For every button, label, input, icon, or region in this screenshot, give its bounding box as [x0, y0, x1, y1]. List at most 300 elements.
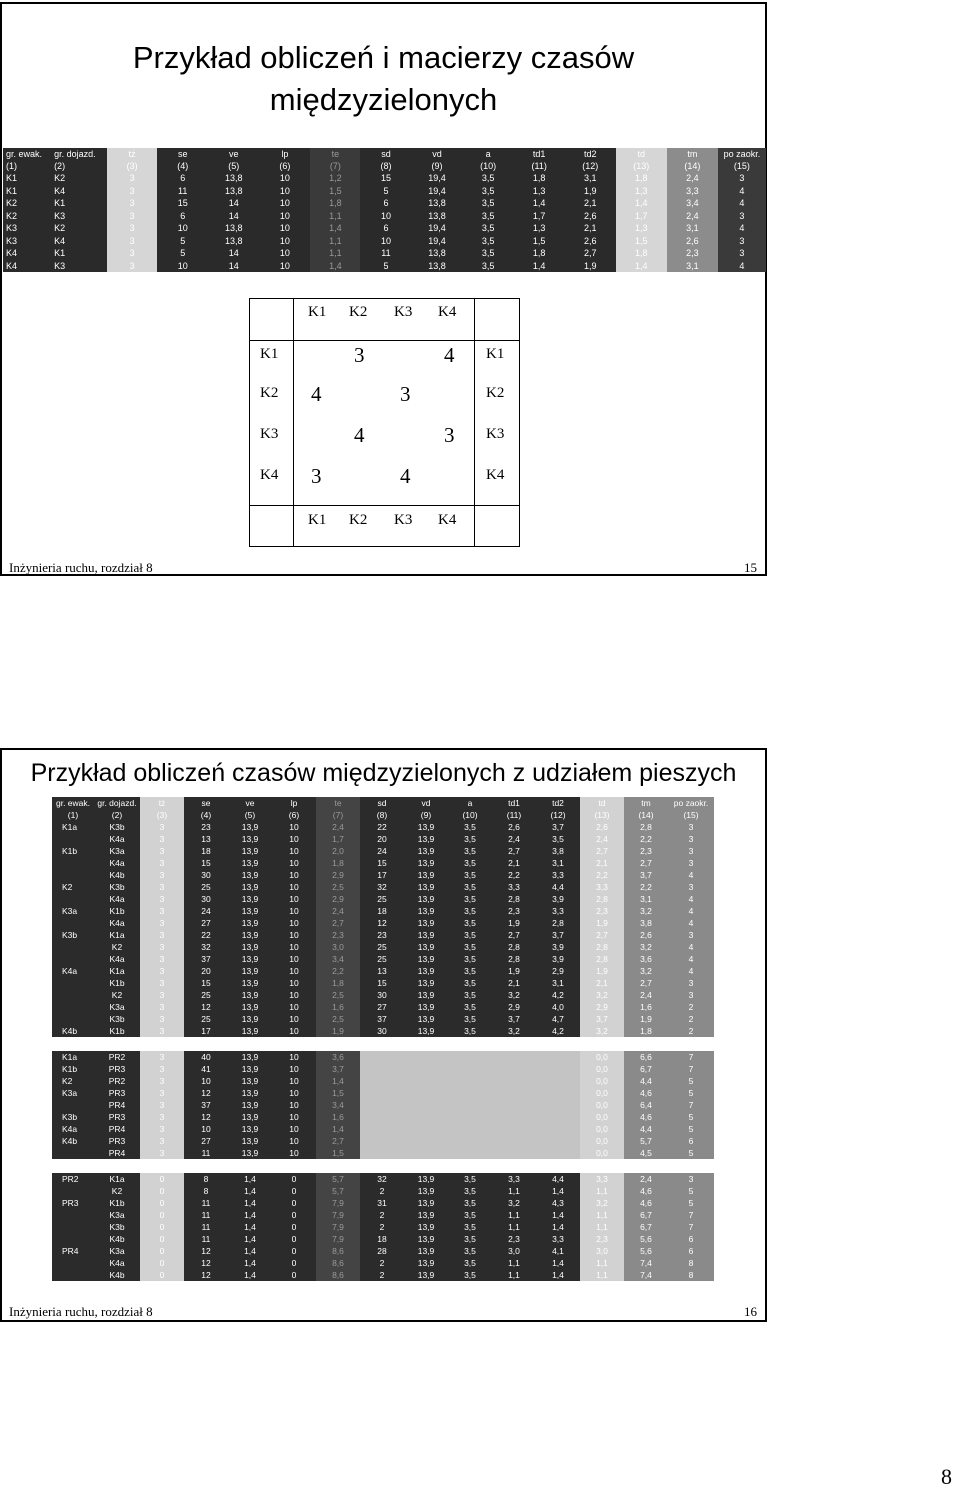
gap-cell	[580, 1159, 624, 1173]
table-cell: 4	[668, 953, 714, 965]
table-cell: 2,2	[580, 869, 624, 881]
table-cell: K4a	[94, 893, 140, 905]
table-cell: 1,1	[580, 1221, 624, 1233]
table-cell: 13,9	[404, 989, 448, 1001]
table-cell: 1,4	[316, 1123, 360, 1135]
table-cell: K3b	[94, 1013, 140, 1025]
table-cell: 3,9	[536, 893, 580, 905]
table-cell: 10	[272, 857, 316, 869]
table-cell: 1,4	[514, 197, 565, 210]
table-cell: 13,9	[228, 1123, 272, 1135]
table-row	[52, 1173, 714, 1185]
table-cell: 13,9	[404, 977, 448, 989]
table-cell: 15	[184, 977, 228, 989]
empty-cell	[448, 1051, 492, 1063]
gap-cell	[228, 1037, 272, 1051]
table-cell: K3a	[94, 845, 140, 857]
gap-cell	[404, 1159, 448, 1173]
table-cell: 3,4	[316, 953, 360, 965]
table-row	[52, 1135, 714, 1147]
table-cell: 8,6	[316, 1257, 360, 1269]
table-cell: 4,3	[536, 1197, 580, 1209]
table-cell: 11	[157, 185, 208, 198]
table-cell: 7	[668, 1221, 714, 1233]
table-cell: K1	[51, 197, 107, 210]
table-cell: 13,9	[404, 929, 448, 941]
table-cell: K3b	[52, 929, 94, 941]
table-cell: 14	[208, 197, 259, 210]
table-cell: 13,9	[404, 1233, 448, 1245]
table-cell: 3	[140, 1001, 184, 1013]
gap-cell	[316, 1159, 360, 1173]
table-row	[3, 235, 766, 248]
table-cell: 18	[184, 845, 228, 857]
table-cell: 7,9	[316, 1209, 360, 1221]
table-cell: 12	[184, 1111, 228, 1123]
table-cell: 0	[140, 1269, 184, 1281]
matrix-col-label-bottom: K3	[394, 512, 413, 528]
table-cell: 13,9	[228, 1025, 272, 1037]
table-cell: 3	[107, 235, 157, 248]
table-cell: 10	[272, 821, 316, 833]
table-cell: 14	[208, 247, 259, 260]
table-cell: K4a	[94, 833, 140, 845]
table-cell: 3,1	[667, 260, 718, 273]
table-cell: 2,6	[565, 235, 616, 248]
matrix-col-label-top: K1	[308, 304, 327, 320]
table-cell: 10	[272, 1025, 316, 1037]
table-cell: 31	[360, 1197, 404, 1209]
table-cell: 13,9	[404, 1221, 448, 1233]
table-cell: 10	[272, 953, 316, 965]
table-cell: 30	[184, 869, 228, 881]
table-cell: K3a	[94, 1209, 140, 1221]
table-row	[52, 1001, 714, 1013]
table-cell: 2,8	[580, 893, 624, 905]
table-cell: 10	[272, 1135, 316, 1147]
table-cell: 3	[140, 1063, 184, 1075]
table-cell: K4	[3, 260, 51, 273]
table-cell: 23	[184, 821, 228, 833]
table-cell	[52, 1209, 94, 1221]
table-cell: 1,1	[492, 1185, 536, 1197]
table-cell: 12	[184, 1257, 228, 1269]
column-number: (13)	[580, 809, 624, 821]
empty-cell	[404, 1135, 448, 1147]
table-cell: K2	[3, 210, 51, 223]
empty-cell	[536, 1075, 580, 1087]
table-cell: 2,1	[565, 197, 616, 210]
gap-cell	[140, 1159, 184, 1173]
table-cell: K1a	[94, 929, 140, 941]
table-cell: 3,6	[316, 1051, 360, 1063]
table-cell: 5	[668, 1123, 714, 1135]
table-cell: 23	[360, 929, 404, 941]
empty-cell	[404, 1063, 448, 1075]
table-row	[52, 1111, 714, 1123]
table-cell: 3,5	[448, 917, 492, 929]
table-cell: 13,9	[228, 1111, 272, 1123]
column-header: vd	[404, 797, 448, 809]
table-cell: 10	[272, 1123, 316, 1135]
table-cell: 3,3	[667, 185, 718, 198]
column-header: td1	[514, 148, 565, 160]
table-row	[52, 857, 714, 869]
table-cell: 0	[272, 1245, 316, 1257]
matrix-value: 3	[400, 382, 411, 406]
gap-cell	[536, 1159, 580, 1173]
table-cell: 1,8	[514, 247, 565, 260]
table-cell: 4,6	[624, 1111, 668, 1123]
column-number: (14)	[667, 160, 718, 172]
table-cell: 1,4	[536, 1269, 580, 1281]
table-row	[52, 905, 714, 917]
table-cell: 3	[140, 869, 184, 881]
table-cell: 10	[272, 1001, 316, 1013]
table-cell: 2	[668, 1025, 714, 1037]
table-cell: 3	[140, 1135, 184, 1147]
table-cell: 3,5	[448, 821, 492, 833]
table-cell: K4	[3, 247, 51, 260]
table-cell: K1b	[94, 905, 140, 917]
table-cell: 0,0	[580, 1087, 624, 1099]
table-cell: 10	[259, 210, 310, 223]
table-cell: K2	[94, 941, 140, 953]
table-cell: 27	[184, 1135, 228, 1147]
table-cell: K1a	[94, 965, 140, 977]
table-cell: 1,8	[624, 1025, 668, 1037]
table-cell: 19,4	[412, 185, 463, 198]
matrix-value: 4	[444, 343, 455, 367]
table-cell: PR3	[94, 1111, 140, 1123]
table-cell: 2,1	[580, 857, 624, 869]
table-cell: 4,4	[624, 1123, 668, 1135]
table-cell: 13,8	[208, 235, 259, 248]
table-cell: 3	[140, 917, 184, 929]
table-cell: 17	[184, 1025, 228, 1037]
table-cell: 4	[668, 905, 714, 917]
table-cell: 7,4	[624, 1269, 668, 1281]
table-cell: 13,9	[404, 917, 448, 929]
gap-cell	[140, 1037, 184, 1051]
table-cell: 0,0	[580, 1099, 624, 1111]
table-cell: 2,1	[492, 977, 536, 989]
table-cell: 2,7	[580, 845, 624, 857]
table-cell: 1,3	[514, 222, 565, 235]
table-cell: 0	[272, 1221, 316, 1233]
table-cell: 4,4	[624, 1075, 668, 1087]
table-cell: 0	[272, 1173, 316, 1185]
table-cell: 1,4	[228, 1269, 272, 1281]
table-cell: 11	[184, 1209, 228, 1221]
table-cell: 1,1	[310, 247, 360, 260]
table-cell: 1,4	[228, 1197, 272, 1209]
table-cell: K3a	[94, 1001, 140, 1013]
table-cell: 1,6	[316, 1001, 360, 1013]
table-cell: 3,3	[580, 881, 624, 893]
table-cell: 1,4	[228, 1173, 272, 1185]
empty-cell	[404, 1111, 448, 1123]
column-header: se	[157, 148, 208, 160]
column-number: (1)	[3, 160, 51, 172]
column-header: vd	[412, 148, 463, 160]
table-cell: 22	[184, 929, 228, 941]
gap-cell	[404, 1037, 448, 1051]
table-cell: 3,5	[448, 1013, 492, 1025]
matrix-col-label-bottom: K4	[438, 512, 457, 528]
table-cell: 4,7	[536, 1013, 580, 1025]
table-cell: 2,3	[580, 905, 624, 917]
table-cell: 8	[184, 1173, 228, 1185]
column-header: sd	[360, 797, 404, 809]
table-cell: 10	[184, 1075, 228, 1087]
table-row	[52, 1269, 714, 1281]
table-cell: 10	[259, 260, 310, 273]
table-cell: 13,9	[404, 1013, 448, 1025]
empty-cell	[360, 1147, 404, 1159]
table-cell: 0,0	[580, 1147, 624, 1159]
table-cell: 3,5	[463, 260, 514, 273]
table-cell: 4,2	[536, 989, 580, 1001]
table-cell: 13,9	[228, 821, 272, 833]
table-cell: 3	[140, 893, 184, 905]
table-cell: 3,5	[448, 1025, 492, 1037]
table-cell: 4	[668, 917, 714, 929]
gap-cell	[668, 1159, 714, 1173]
table-cell: 13,9	[404, 1001, 448, 1013]
column-header: gr. ewak.	[3, 148, 51, 160]
table-cell: 5,6	[624, 1233, 668, 1245]
empty-cell	[404, 1087, 448, 1099]
table-cell: 2,7	[624, 857, 668, 869]
gap-cell	[184, 1159, 228, 1173]
table-cell: 2,3	[667, 247, 718, 260]
slide-title-line1: Przykład obliczeń i macierzy czasów	[132, 40, 635, 75]
table-cell: 17	[360, 869, 404, 881]
table-cell: 1,9	[492, 965, 536, 977]
table-cell: 3,5	[463, 247, 514, 260]
table-cell: 0	[140, 1185, 184, 1197]
slide-title-line2: międzyzielonych	[269, 82, 498, 117]
table-cell: K3b	[94, 821, 140, 833]
empty-cell	[536, 1063, 580, 1075]
gap-cell	[492, 1159, 536, 1173]
table-row	[52, 893, 714, 905]
table-cell: 3	[140, 1075, 184, 1087]
table-cell: 5	[668, 1111, 714, 1123]
table-cell: 13,8	[412, 247, 463, 260]
matrix-row-label-right: K2	[486, 385, 505, 401]
table-cell: 3,5	[463, 222, 514, 235]
empty-cell	[404, 1075, 448, 1087]
column-number: (6)	[272, 809, 316, 821]
table-cell: 3	[140, 1111, 184, 1123]
table-cell: 3,3	[492, 1173, 536, 1185]
column-number: (5)	[228, 809, 272, 821]
table-row	[3, 172, 766, 185]
table-cell: 3	[140, 941, 184, 953]
table-cell: 6	[668, 1245, 714, 1257]
table-cell: PR3	[52, 1197, 94, 1209]
table-cell: 0,0	[580, 1123, 624, 1135]
table-cell: 2,4	[624, 989, 668, 1001]
table-cell: 1,3	[616, 185, 667, 198]
table-cell: 3,5	[448, 1185, 492, 1197]
column-number: (12)	[565, 160, 616, 172]
table-cell: 3,1	[624, 893, 668, 905]
table-cell: 13,8	[412, 260, 463, 273]
table-cell: K1b	[94, 1025, 140, 1037]
empty-cell	[492, 1099, 536, 1111]
table-cell: 3,1	[565, 172, 616, 185]
table-cell: 4,4	[536, 881, 580, 893]
table-row	[52, 1013, 714, 1025]
table-cell: 2,8	[492, 941, 536, 953]
column-header: tm	[624, 797, 668, 809]
slide-15	[0, 2, 767, 576]
table-cell: 13,9	[404, 821, 448, 833]
column-number: (4)	[157, 160, 208, 172]
gap-cell	[360, 1159, 404, 1173]
matrix-row-label-left: K3	[260, 426, 279, 442]
table-cell: 13	[184, 833, 228, 845]
gap-cell	[580, 1037, 624, 1051]
table-row	[52, 1075, 714, 1087]
table-cell: 1,2	[310, 172, 360, 185]
table-cell: K1	[51, 247, 107, 260]
table-row	[52, 881, 714, 893]
table-cell: K1b	[52, 845, 94, 857]
table-cell: K4b	[94, 1233, 140, 1245]
table-cell: 18	[360, 1233, 404, 1245]
table-cell: 2	[360, 1209, 404, 1221]
table-cell: 11	[184, 1197, 228, 1209]
table-cell: K2	[51, 222, 107, 235]
table-cell: 12	[184, 1001, 228, 1013]
table-cell: 1,1	[492, 1269, 536, 1281]
table-cell: 1,4	[228, 1209, 272, 1221]
table-cell: 25	[360, 893, 404, 905]
table-cell: 19,4	[412, 172, 463, 185]
table-cell: 1,4	[310, 222, 360, 235]
table-cell: 7,9	[316, 1197, 360, 1209]
table-cell: 13,9	[228, 953, 272, 965]
table-cell: 3	[140, 1099, 184, 1111]
table-cell: 2,8	[624, 821, 668, 833]
table-cell: 25	[184, 989, 228, 1001]
table-cell: 6	[360, 222, 411, 235]
table-cell: 1,4	[228, 1257, 272, 1269]
table-cell: 6,4	[624, 1099, 668, 1111]
matrix-row-label-left: K2	[260, 385, 279, 401]
table-cell: PR4	[94, 1147, 140, 1159]
table-cell: 13,9	[404, 1209, 448, 1221]
table-cell: 6	[157, 210, 208, 223]
table-cell: 13,9	[404, 893, 448, 905]
empty-cell	[492, 1147, 536, 1159]
table-cell: 3,5	[448, 1257, 492, 1269]
table-cell: 3,3	[492, 881, 536, 893]
gap-cell	[94, 1037, 140, 1051]
table-cell: 13,9	[404, 845, 448, 857]
table-cell: 30	[184, 893, 228, 905]
gap-cell	[536, 1037, 580, 1051]
table-cell: 3,4	[316, 1099, 360, 1111]
empty-cell	[492, 1063, 536, 1075]
table-cell: 2,8	[492, 893, 536, 905]
table-cell: 2,9	[316, 893, 360, 905]
slide-number: 15	[744, 560, 757, 575]
table-cell: 4,0	[536, 1001, 580, 1013]
table-cell: K2	[52, 881, 94, 893]
table-cell: 13,9	[228, 1135, 272, 1147]
table-cell: 3,2	[492, 1025, 536, 1037]
table-cell	[52, 1233, 94, 1245]
gap-cell	[316, 1037, 360, 1051]
table-cell: 3,5	[448, 1269, 492, 1281]
table-cell	[52, 857, 94, 869]
table-cell: 24	[184, 905, 228, 917]
table-cell: 4	[718, 222, 766, 235]
table-cell: 5	[157, 247, 208, 260]
table-cell: 10	[272, 845, 316, 857]
table-cell: 0	[272, 1257, 316, 1269]
slide-title: Przykład obliczeń czasów międzyzielonych z udziałem pieszych	[30, 759, 737, 787]
table-cell	[52, 953, 94, 965]
table-cell: 3,5	[448, 929, 492, 941]
table-cell: 3	[140, 1147, 184, 1159]
empty-cell	[360, 1111, 404, 1123]
table-cell: 3,4	[667, 197, 718, 210]
table-cell: 6,6	[624, 1051, 668, 1063]
table-cell: 3,5	[448, 881, 492, 893]
table-cell: 3,1	[536, 857, 580, 869]
table-cell: 10	[360, 210, 411, 223]
table-cell: 2,2	[624, 881, 668, 893]
table-cell: 13,9	[228, 905, 272, 917]
table-row	[52, 1209, 714, 1221]
table-cell: 0,0	[580, 1051, 624, 1063]
table-cell: 13,9	[404, 1025, 448, 1037]
empty-cell	[360, 1051, 404, 1063]
empty-cell	[448, 1063, 492, 1075]
table-cell: 1,8	[514, 172, 565, 185]
empty-cell	[448, 1135, 492, 1147]
empty-cell	[492, 1111, 536, 1123]
table-cell: 10	[259, 172, 310, 185]
table-cell: 3,5	[448, 1197, 492, 1209]
gap-cell	[360, 1037, 404, 1051]
table-cell	[52, 917, 94, 929]
table-cell: 10	[157, 260, 208, 273]
table-cell: 2,7	[316, 917, 360, 929]
table-cell: 6	[668, 1135, 714, 1147]
table-cell: 1,6	[624, 1001, 668, 1013]
table-cell: 11	[184, 1221, 228, 1233]
matrix-col-label-bottom: K1	[308, 512, 327, 528]
table-cell: 1,4	[536, 1209, 580, 1221]
table-cell: 3	[668, 845, 714, 857]
table-cell: K1b	[94, 977, 140, 989]
empty-cell	[448, 1099, 492, 1111]
table-cell: 13,9	[404, 1197, 448, 1209]
table-cell: K4a	[52, 1123, 94, 1135]
table-cell: 1,8	[616, 172, 667, 185]
table-row	[52, 869, 714, 881]
table-cell: 3	[140, 1025, 184, 1037]
column-number: (11)	[492, 809, 536, 821]
table-row	[52, 1221, 714, 1233]
